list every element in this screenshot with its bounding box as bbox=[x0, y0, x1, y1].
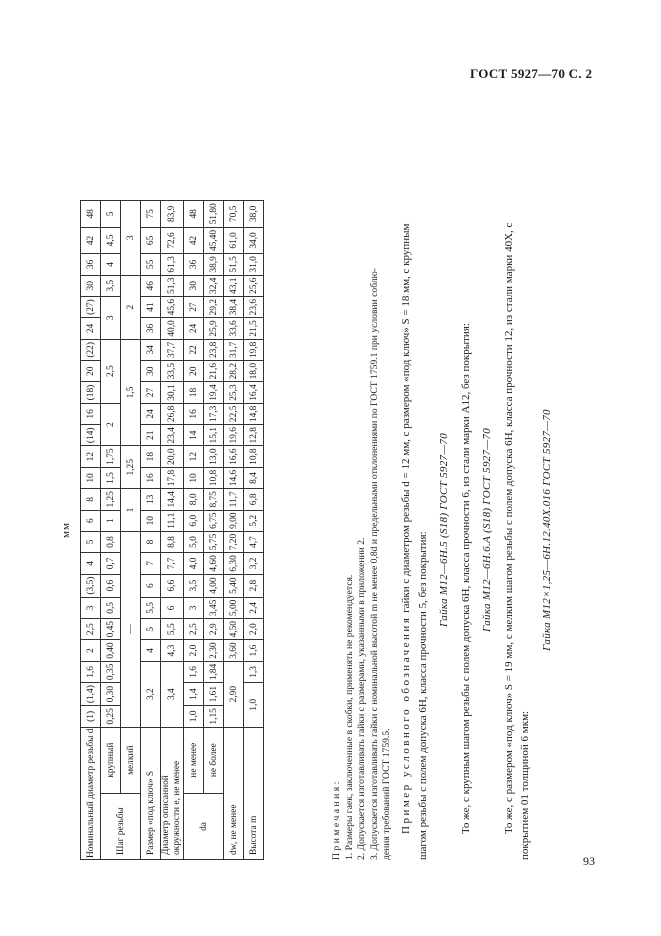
notes-block bbox=[331, 200, 394, 860]
row-s: Размер «под ключ» S 3,2 4 5 5,5 6 7 8 10 13 16 18 21 24 27 30 34 36 41 46 55 65 75 bbox=[141, 201, 161, 860]
example-paragraph-3: То же, с размером «под ключ» S = 19 мм, с мелким шагом резьбы с полем допуска 6H, класса прочности 12, из стали марки 40Х, с покрытием 01 толщиной 6 мкм: bbox=[502, 222, 531, 860]
example-code-1: Гайка M12—6H.5 (S18) ГОСТ 5927—70 bbox=[438, 433, 450, 628]
row-e: Диаметр описанной окружности e, не менее 3,4 4,3 5,5 6 6,6 7,7 8,8 11,1 14,4 17,8 20,0 23,4 26,8 30,1 33,5 37,7 40,0 45,6 51,3 61,3 72,6 83,9 bbox=[161, 201, 184, 860]
page-number: 93 bbox=[583, 854, 595, 868]
example-lead: Пример условного обозначения bbox=[400, 615, 412, 834]
example-code-3: Гайка M12×1,25—6H.12.40Х.016 ГОСТ 5927—70 bbox=[540, 409, 553, 651]
row-coarse: Шаг резьбы крупный 0,25 0,30 0,35 0,40 0,45 0,5 0,6 0,7 0,8 1 1,25 1,5 1,75 2 2,5 3 3,5 4 4,5 5 bbox=[101, 201, 121, 860]
note-item: 2. Допускается изготавливать гайки с размерами, указанными в приложении 2. bbox=[356, 537, 367, 860]
row-da-max: не более 1,15 1,61 1,84 2,30 2,9 3,45 4,00 4,60 5,75 6,75 8,75 10,8 13,0 15,1 17,3 19,4 21,6 23,8 25,9 29,2 32,4 38,9 45,40 51,80 bbox=[204, 201, 224, 860]
note-item: 1. Размеры гаек, заключенные в скобки, применять не рекомендуется. bbox=[343, 574, 355, 860]
dimension-table bbox=[80, 200, 264, 860]
note-item: 3. Допускается изготавливать гайки с номинальной высотой m не менее 0,8d и предельными отклонениями по ГОСТ 1759.1 при условии соблю- bbox=[368, 268, 380, 860]
rotated-content bbox=[60, 200, 640, 860]
row-sizes: Номинальный диаметр резьбы d (1) (1,4) 1,6 2 2,5 3 (3,5) 4 5 6 8 10 12 (14) 16 (18) 20 (22) 24 (27) 30 36 42 48 bbox=[81, 201, 101, 860]
notes-title: Примечания: bbox=[331, 779, 342, 860]
row-dw: dw, не менее 2,90 3,60 4,50 5,00 5,40 6,30 7,20 9,00 11,7 14,6 16,6 19,6 22,5 25,3 28,2 31,7 33,6 38,4 43,1 51,5 61,0 70,5 bbox=[224, 201, 244, 860]
example-paragraph-2: То же, с крупным шагом резьбы с полем допуска 6H, класса прочности 6, из стали марки А12, без покрытия: bbox=[459, 323, 472, 834]
example-paragraph: Пример условного обозначения гайки с диаметром резьбы d = 12 мм, с размером «под ключ» S = 18 мм, с крупным шагом резьбы с полем допуска 6H, класса прочности 5, без покрытия: bbox=[400, 223, 429, 860]
da-label: dа bbox=[184, 793, 224, 859]
row-m: Высота m 1,0 1,3 1,6 2,0 2,4 2,8 3,2 4,7 5,2 6,8 8,4 10,8 12,8 14,8 16,4 18,0 19,8 21,5 23,6 25,6 31,0 34,0 38,0 bbox=[244, 201, 264, 860]
example-block bbox=[398, 200, 560, 860]
note-item: дения требований ГОСТ 1759.5. bbox=[381, 728, 392, 860]
row-da-min: dа не менее 1,0 1,4 1,6 2,0 2,5 3 3,5 4,0 5,0 6,0 8,0 10 12 14 16 18 20 22 24 27 30 36 42 48 bbox=[184, 201, 204, 860]
row-fine: мелкий — 1 1,25 1,5 2 3 bbox=[121, 201, 141, 860]
pitch-label: Шаг резьбы bbox=[101, 793, 141, 859]
example-code-2: Гайка M12—6H.6.А (S18) ГОСТ 5927—70 bbox=[481, 427, 493, 633]
unit-label: мм bbox=[60, 522, 72, 538]
page-header: ГОСТ 5927—70 С. 2 bbox=[470, 66, 593, 81]
head-label: Номинальный диаметр резьбы d bbox=[81, 727, 101, 859]
